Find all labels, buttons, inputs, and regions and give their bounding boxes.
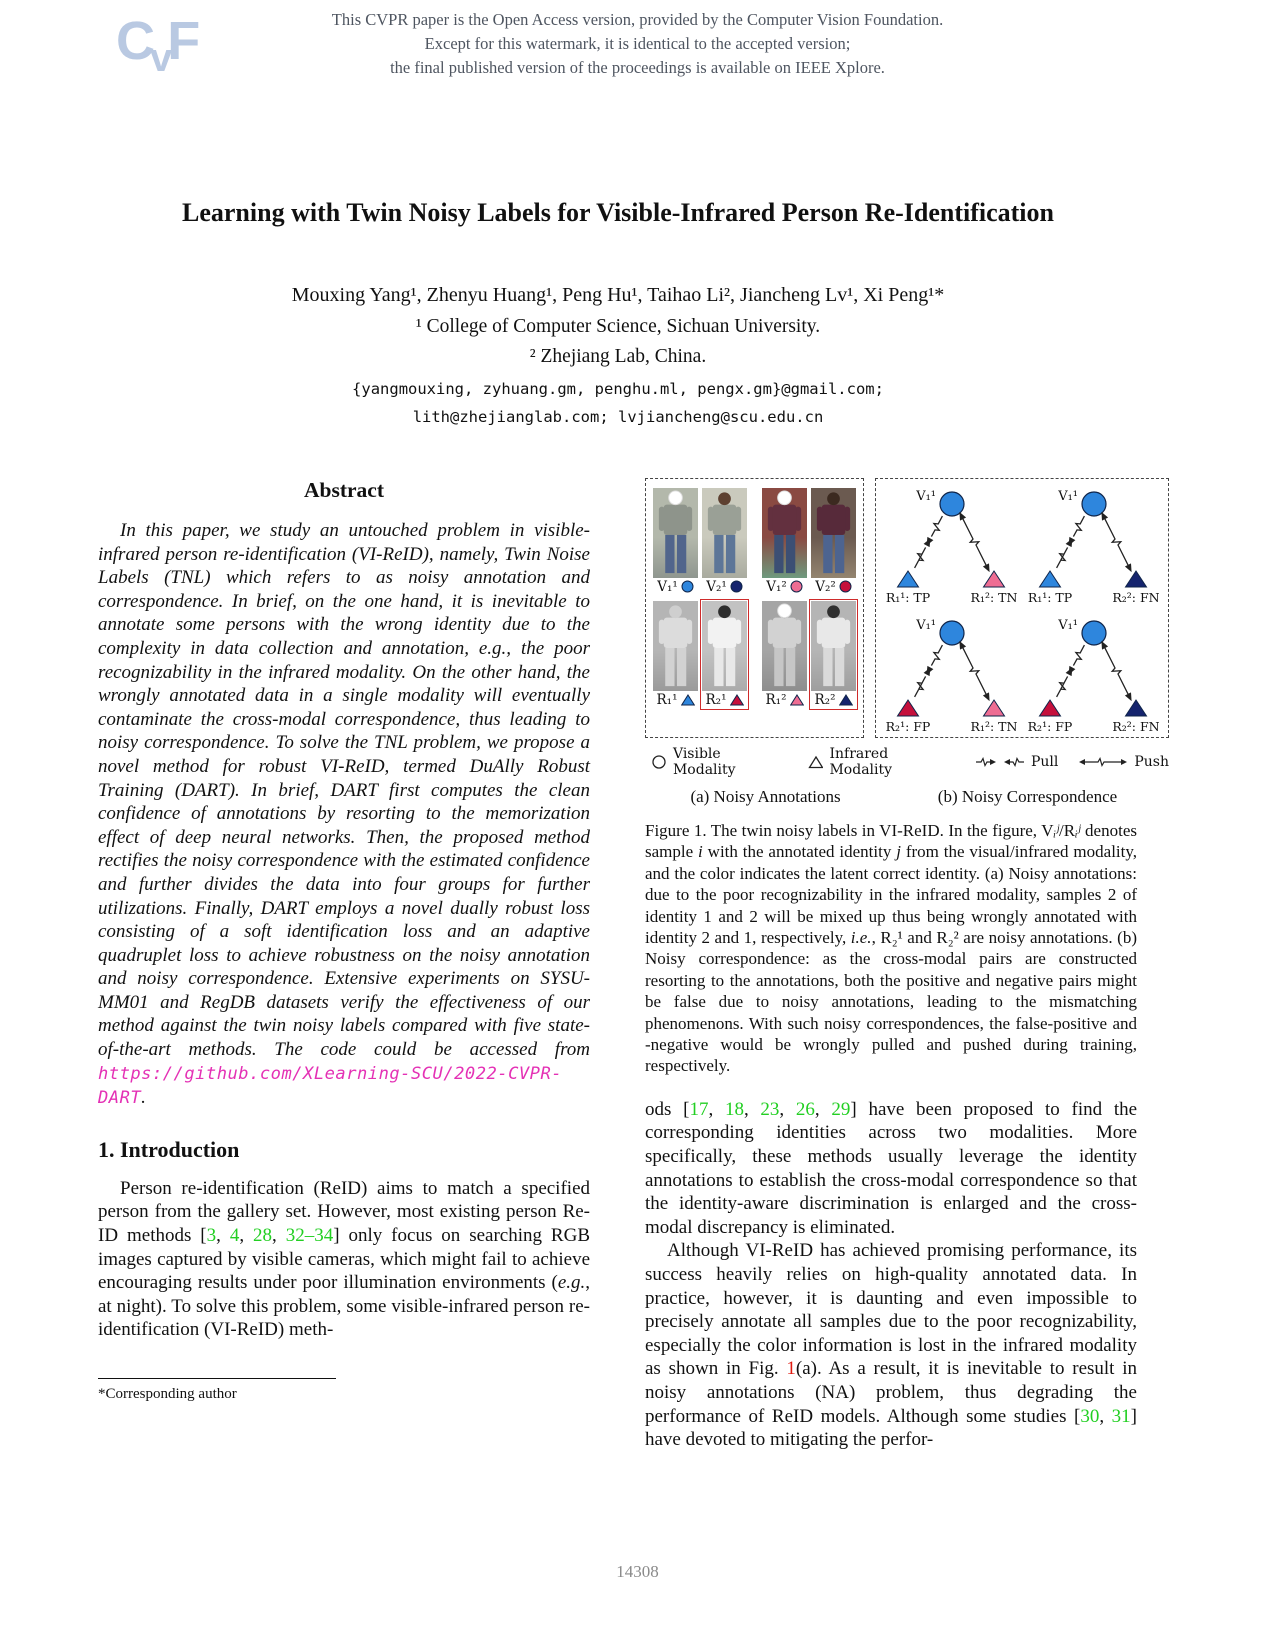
figure-1 [645, 478, 1169, 1077]
circle-icon [651, 754, 667, 770]
visible-person-photo [811, 488, 856, 578]
pair-connector [1057, 547, 1068, 568]
text-segment: ] only focus on searching RGB images captured by visible cameras, which might fail to achieve encouraging results under poor illumination environments ( [98, 1225, 591, 1294]
affiliation-2: ² Zhejiang Lab, China. [529, 346, 707, 367]
abstract-text [98, 519, 590, 1111]
arrowhead [1066, 667, 1073, 676]
person-silhouette [811, 601, 856, 691]
infrared-sample-1 [651, 599, 700, 710]
person-silhouette [702, 601, 747, 691]
legend-item [1078, 754, 1169, 770]
cvf-logo-letter: v [150, 36, 171, 80]
figure-subcaptions [645, 787, 1169, 807]
pair-connector [1057, 676, 1068, 697]
text-segment: . [141, 1087, 146, 1109]
right-infrared-node [984, 571, 1005, 587]
left-infrared-node [898, 700, 919, 716]
right-column [645, 478, 1169, 1452]
citation-reference[interactable]: 18 [724, 1098, 744, 1120]
text-segment: e.g. [557, 1272, 586, 1294]
text-segment: ᵢ [1053, 821, 1057, 840]
watermark-line-1: This CVPR paper is the Open Access version, provided by the Computer Vision Foundation. [331, 10, 944, 29]
left-column [98, 478, 590, 1342]
sample-label [657, 578, 694, 595]
footnote [98, 1378, 590, 1403]
figure-reference[interactable]: 1 [786, 1358, 796, 1380]
abstract-heading: Abstract [303, 478, 384, 502]
person-silhouette [653, 488, 698, 578]
pair-connector [962, 647, 986, 695]
right-infrared-node [1126, 700, 1147, 716]
text-segment: (a). As a result, it is inevitable to result in noisy annotations (NA) problem, thus degrading the performance of ReID models. Although some studies [ [645, 1358, 1137, 1427]
intro-heading: 1. Introduction [98, 1136, 240, 1162]
push-arrows-icon [1078, 755, 1128, 769]
legend-label: Push [1134, 754, 1169, 770]
right-node-label: R₂²: FN [1112, 590, 1160, 605]
right-infrared-node [1126, 571, 1147, 587]
text-segment: j [896, 842, 901, 862]
identity-circle-marker [790, 580, 803, 593]
citation-reference[interactable]: 26 [795, 1098, 815, 1120]
visible-images-row [648, 486, 861, 597]
visible-sample-3 [760, 486, 809, 597]
identity-circle-marker [681, 580, 694, 593]
identity-circle-marker [839, 580, 852, 593]
text-segment: , [814, 1098, 832, 1120]
text-segment: Figure 1. The twin noisy labels in VI-ReID. In the figure, V [645, 821, 1054, 840]
legend-label: Pull [1030, 754, 1059, 770]
emails-line-1: {yangmouxing, zyhuang.gm, penghu.ml, pengx.gm}@gmail.com; [352, 380, 884, 398]
panel-noisy-correspondence [875, 478, 1169, 738]
right-node-label: R₁²: TN [970, 590, 1018, 605]
text-segment: i.e. [850, 928, 872, 948]
figure-legend [645, 746, 1169, 778]
infrared-person-photo [702, 601, 747, 691]
anchor-node-label: V₁¹ [1058, 489, 1079, 504]
footnote-rule [98, 1378, 336, 1379]
visible-sample-2 [700, 486, 749, 597]
left-node-label: R₂¹: FP [1027, 719, 1073, 734]
cvf-logo-letter: C [116, 11, 153, 71]
pair-connector [962, 518, 986, 566]
right-node-label: R₁²: TN [970, 719, 1018, 734]
right-node-label: R₂²: FN [1112, 719, 1160, 734]
anchor-visible-node [1082, 621, 1106, 645]
sample-label [766, 578, 803, 595]
left-infrared-node [1040, 571, 1061, 587]
person-silhouette [762, 601, 807, 691]
text-segment: with the annotated identity [702, 842, 897, 862]
sample-label [706, 691, 744, 708]
paper-title: Learning with Twin Noisy Labels for Visible-Infrared Person Re-Identification [182, 198, 1054, 227]
identity-triangle-marker [681, 694, 695, 706]
arrowhead [924, 538, 931, 547]
infrared-images-row [648, 599, 861, 710]
text-segment: ] have been proposed to find the corresponding identities across two modalities. More specifically, these methods usually leverage the identity annotations to establish the cross-modal correspondence so that the identity-aware discrimination is enlarged and the cross-modal discrepancy is eliminated. [645, 1098, 1138, 1238]
text-segment: , [239, 1225, 254, 1247]
pair-connector [915, 547, 926, 568]
panel-noisy-annotations [645, 478, 864, 738]
left-node-label: R₂¹: FP [885, 719, 931, 734]
correspondence-tree [1022, 484, 1164, 606]
page-number: 14308 [616, 1562, 659, 1581]
anchor-node-label: V₁¹ [916, 618, 937, 633]
citation-reference[interactable]: 31 [1111, 1405, 1131, 1427]
watermark-line-3: the final published version of the proceedings is available on IEEE Xplore. [390, 58, 885, 77]
identity-triangle-marker [730, 694, 744, 706]
intro-paragraph [98, 1177, 590, 1342]
infrared-person-photo [811, 601, 856, 691]
text-segment: denotes sample [645, 821, 1137, 862]
identity-triangle-marker [790, 694, 804, 706]
left-infrared-node [1040, 700, 1061, 716]
left-infrared-node [898, 571, 919, 587]
text-segment: i [698, 842, 703, 862]
authors-line: Mouxing Yang¹, Zhenyu Huang¹, Peng Hu¹, Taihao Li², Jiancheng Lv¹, Xi Peng¹* [291, 284, 945, 306]
legend-item [651, 746, 788, 778]
visible-sample-4 [809, 486, 858, 597]
visible-person-photo [702, 488, 747, 578]
emails-line-2: lith@zhejianglab.com; lvjiancheng@scu.edu.cn [412, 408, 824, 426]
sample-label [815, 578, 852, 595]
pull-arrows-icon [975, 755, 1025, 769]
correspondence-tree [1022, 613, 1164, 735]
text-segment: In this paper, we study an untouched problem in visible-infrared person re-identification (VI-ReID), namely, Twin Noise Labels (TNL) which refers to as noisy annotation and correspondence. In brief, on the one hand, it is inevitable to annotate some persons with the wrong identity due to the complexity in data collection and annotation, e.g., the poor recognizability in the infrared modality. On the other hand, the wrongly annotated data in a single modality will eventually contaminate the cross-modal correspondence, thus leading to noisy correspondence. To solve the TNL problem, we propose a novel method for robust VI-ReID, termed DuAlly Robust Training (DART). In brief, DART first computes the clean confidence of annotations by resorting to the memorization effect of deep neural networks. Then, the proposed method rectifies the noisy correspondence with the estimated confidence and further divides the data into four groups for further utilizations. Finally, DART employs a novel dually robust loss consisting of a soft identification loss and an adaptive quadruplet loss to achieve robustness on the noisy annotation and noisy correspondence. Extensive experiments on SYSU-MM01 and RegDB datasets verify the effectiveness of our method against the twin noisy labels compared with five state-of-the-art methods. The code could be accessed from [98, 520, 590, 1061]
sample-label [706, 578, 743, 595]
correspondence-tree [880, 613, 1022, 735]
arrowhead [924, 667, 931, 676]
text-segment: Although VI-ReID has achieved promising performance, its success heavily relies on high-quality annotated data. In practice, however, it is daunting and even impossible to precisely annotate all samples due to the poor recognizability, especially the color information is lost in the infrared modality as shown in Fig. [645, 1240, 1137, 1380]
text-segment: ods [ [645, 1098, 690, 1120]
text-segment: , [779, 1098, 796, 1120]
infrared-sample-4 [809, 599, 858, 710]
citation-reference[interactable]: 30 [1080, 1405, 1100, 1427]
cvf-logo-letter: F [167, 11, 199, 71]
text-segment: ʲ [1077, 821, 1081, 840]
left-node-label: R₁¹: TP [885, 590, 931, 605]
body-paragraph-1 [645, 1098, 1137, 1240]
person-silhouette [811, 488, 856, 578]
citation-reference[interactable]: 28 [253, 1225, 273, 1247]
visible-sample-1 [651, 486, 700, 597]
legend-item [808, 746, 955, 778]
pair-connector [915, 676, 926, 697]
text-segment: , [743, 1098, 761, 1120]
affiliation-1: ¹ College of Computer Science, Sichuan University. [415, 316, 821, 337]
text-segment: , [216, 1225, 230, 1247]
infrared-person-photo [653, 601, 698, 691]
text-segment: Person re-identification (ReID) aims to match a specified person from the gallery set. However, most existing person Re-ID methods [ [98, 1177, 590, 1247]
sample-label-text: V₂¹ [706, 578, 727, 595]
citation-reference[interactable]: 32–34 [285, 1225, 334, 1247]
anchor-visible-node [1082, 492, 1106, 516]
github-link[interactable]: https://github.com/XLearning-SCU/2022-CVPR-DART [98, 1063, 563, 1109]
legend-label: Infrared Modality [829, 746, 893, 778]
figure-caption [645, 820, 1137, 1077]
triangle-icon [808, 755, 824, 769]
visible-person-photo [762, 488, 807, 578]
text-segment: , [1099, 1405, 1112, 1427]
watermark [0, 8, 1275, 80]
person-silhouette [762, 488, 807, 578]
text-segment: from the visual/infrared modality, and the color indicates the latent correct identity. (a) Noisy annotations: due to the poor recognizability in the infrared modality, samples 2 of identity 1 and 2 will be mixed up thus being wrongly annotated with identity 2 and 1, respectively, [645, 842, 1138, 948]
watermark-line-2: Except for this watermark, it is identical to the accepted version; [424, 34, 851, 53]
citation-reference[interactable]: 23 [760, 1098, 780, 1120]
sample-label [815, 691, 853, 708]
left-node-label: R₁¹: TP [1027, 590, 1073, 605]
citation-reference[interactable]: 17 [689, 1098, 709, 1120]
citation-reference[interactable]: 4 [229, 1225, 240, 1247]
sample-label-text: V₁¹ [657, 578, 678, 595]
citation-reference[interactable]: 29 [831, 1098, 851, 1120]
sample-label [766, 691, 804, 708]
text-segment: , at night). To solve this problem, some visible-infrared person re-identification (VI-ReID) meth- [98, 1272, 590, 1341]
text-segment: ] have devoted to mitigating the perfor- [645, 1405, 1137, 1451]
infrared-sample-3 [760, 599, 809, 710]
anchor-visible-node [940, 621, 964, 645]
sample-label-text: R₁² [765, 691, 787, 708]
pair-connector [931, 516, 942, 537]
identity-triangle-marker [839, 694, 853, 706]
sample-label-text: R₂² [814, 691, 836, 708]
visible-person-photo [653, 488, 698, 578]
text-segment: , [708, 1098, 725, 1120]
citation-reference[interactable]: 3 [206, 1225, 217, 1247]
pair-connector [1073, 516, 1084, 537]
text-segment: ᵢ [1075, 821, 1078, 840]
footnote-text: *Corresponding author [98, 1386, 237, 1402]
subcaption-b: (b) Noisy Correspondence [937, 787, 1118, 806]
text-segment: /R [1059, 821, 1076, 840]
infrared-sample-2 [700, 599, 749, 710]
text-segment: ʲ [1056, 821, 1059, 840]
person-silhouette [702, 488, 747, 578]
subcaption-a: (a) Noisy Annotations [690, 787, 841, 806]
correspondence-tree [880, 484, 1022, 606]
figure-panels [645, 478, 1169, 738]
pair-connector [931, 645, 942, 666]
anchor-node-label: V₁¹ [916, 489, 937, 504]
identity-circle-marker [730, 580, 743, 593]
pair-connector [1104, 647, 1128, 695]
anchor-node-label: V₁¹ [1058, 618, 1079, 633]
pair-connector [1073, 645, 1084, 666]
infrared-person-photo [762, 601, 807, 691]
text-segment: , [272, 1225, 286, 1247]
pair-connector [1104, 518, 1128, 566]
body-paragraph-2 [645, 1239, 1137, 1451]
sample-label-text: R₁¹ [656, 691, 678, 708]
sample-label [657, 691, 695, 708]
right-infrared-node [984, 700, 1005, 716]
arrowhead [1066, 538, 1073, 547]
sample-label-text: V₂² [815, 578, 836, 595]
legend-item [975, 754, 1058, 770]
sample-label-text: V₁² [766, 578, 787, 595]
anchor-visible-node [940, 492, 964, 516]
person-silhouette [653, 601, 698, 691]
legend-label: Visible Modality [672, 746, 736, 778]
sample-label-text: R₂¹ [705, 691, 727, 708]
text-segment: , R₂¹ and R₂² are noisy annotations. (b) Noisy correspondence: as the cross-modal pairs are constructed resorting to the annotations, both the positive and negative pairs might be false due to noisy annotations, leading to the mismatching phenomenons. With such noisy correspondences, the false-positive and -negative would be wrongly pulled and pushed during training, respectively. [645, 928, 1137, 1076]
